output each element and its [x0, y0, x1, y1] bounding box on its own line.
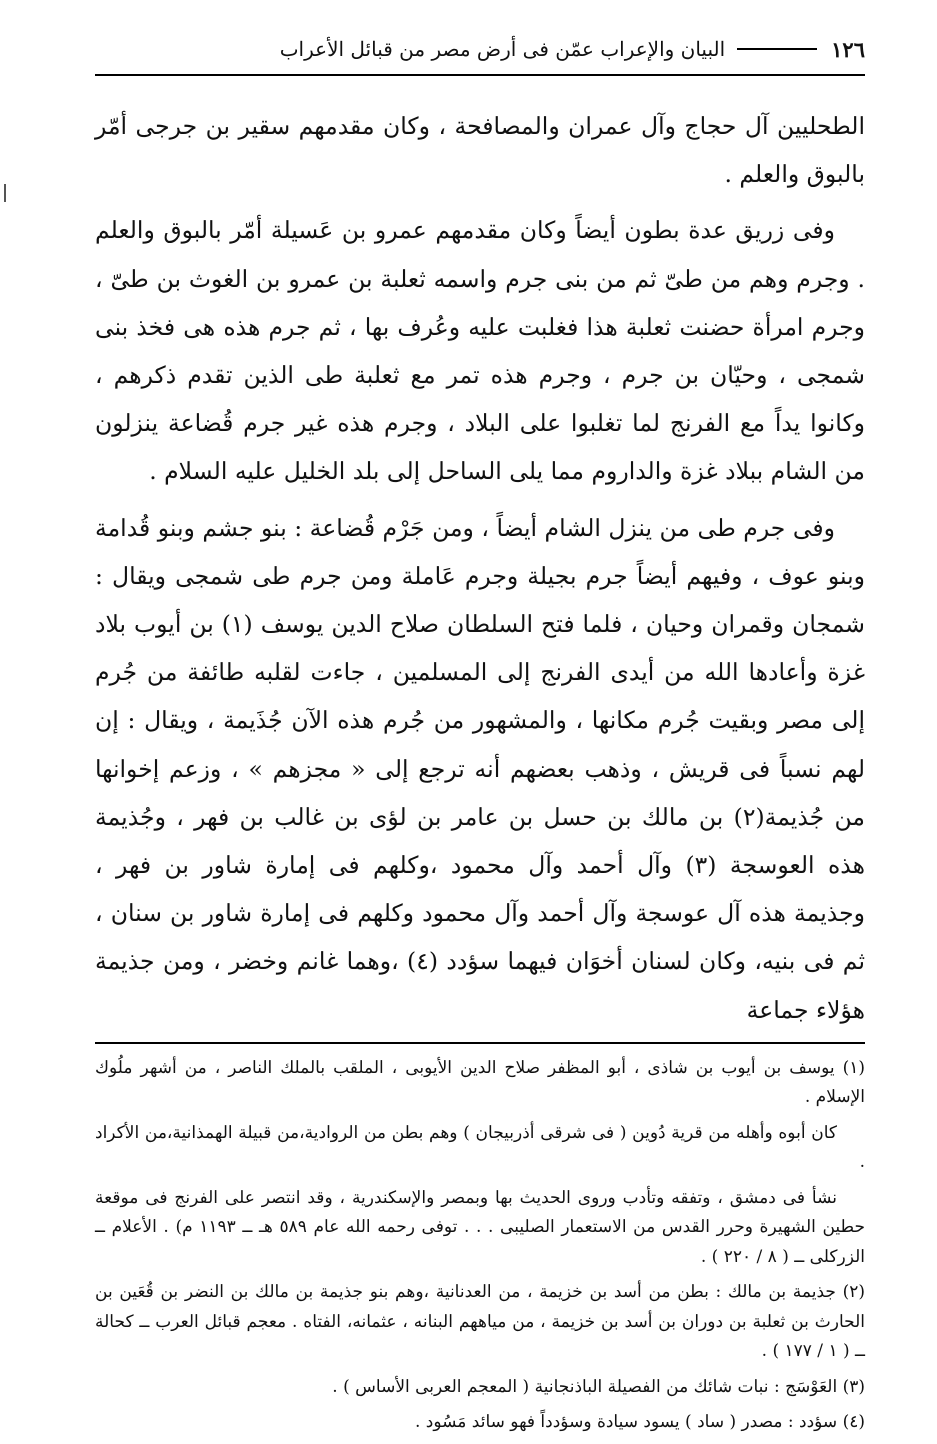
main-text: [95, 102, 865, 1034]
paragraph: وفى جرم طى من ينزل الشام أيضاً ، ومن جَرْم قُضاعة : بنو جشم وبنو قُدامة وبنو عوف ، وفيهم أيضاً جرم بجيلة وجرم عَاملة ومن جرم طى شمجى ويقال : شمجان وقمران وحيان ، فلما فتح السلطان صلاح الدين يوسف (١) بن أيوب بلاد غزة وأعادها الله من أيدى الفرنج إلى المسلمين ، جاءت لقلبه طائفة من جُرم إلى مصر وبقيت جُرم مكانها ، والمشهور من جُرم هذه الآن جُذَيمة ، ويقال : إن لهم نسباً فى قريش ، وذهب بعضهم أنه ترجع إلى « مجزهم » ، وزعم إخوانها من جُذيمة(٢) بن مالك بن حسل بن عامر بن لؤى بن غالب بن فهر ، وجُذيمة هذه العوسجة (٣) وآل أحمد وآل محمود ،وكلهم فى إمارة شاور بن فهر ، وجذيمة هذه آل عوسجة وآل أحمد وآل محمود وكلهم فى إمارة شاور بن سنان ، ثم فى بنيه، وكان لسنان أخوَان فيهما سؤدد (٤) ،وهما غانم وخضر ، ومن جذيمة هؤلاء جماعة: [95, 513, 866, 1024]
footnote: (٤) سؤدد : مصدر ( ساد ) يسود سيادة وسؤدداً فهو سائد مَسُود .: [414, 1412, 865, 1433]
header-rule: [737, 48, 817, 50]
page-header: [95, 28, 865, 76]
footnote: (٣) العَوْسَج : نبات شائك من الفصيلة الباذنجانية ( المعجم العربى الأساس ) .: [332, 1376, 865, 1397]
footnote: (١) يوسف بن أيوب بن شاذى ، أبو المظفر صلاح الدين الأيوبى ، الملقب بالملك الناصر ، من أشهر ملُوك الإسلام .: [95, 1057, 865, 1108]
paragraph: الطحليين آل حجاج وآل عمران والمصافحة ، وكان مقدمهم سقير بن جرجى أمّر بالبوق والعلم .: [95, 112, 865, 189]
running-title: البيان والإعراب عمّن فى أرض مصر من قبائل الأعراب: [279, 37, 726, 61]
footnote-continuation: كان أبوه وأهله من قرية دُوين ( فى شرقى أذربيجان ) وهم بطن من الروادية،من قبيلة الهمذانية،من الأكراد .: [95, 1122, 865, 1173]
footnote: (٢) جذيمة بن مالك : بطن من أسد بن خزيمة ، من العدنانية ،وهم بنو جذيمة بن مالك بن النضر بن قُعَين بن الحارث بن ثعلبة بن دوران بن أسد بن خزيمة ، من مياههم البنانه ، عثمانه، الفتاه . معجم قبائل العرب ــ كحالة ــ ( ١ / ١٧٧ ) .: [95, 1282, 865, 1362]
footnotes: [95, 1054, 865, 1438]
footnote-continuation: نشأ فى دمشق ، وتفقه وتأدب وروى الحديث بها وبمصر والإسكندرية ، وقد انتصر على الفرنج فى موقعة حطين الشهيرة وحرر القدس من الاستعمار الصليبى . . . توفى رحمه الله عام ٥٨٩ هـ ــ ١١٩٣ م) . الأعلام ــ الزركلى ــ ( ٨ / ٢٢٠ ) .: [95, 1187, 865, 1267]
page-number: ١٢٦: [831, 36, 865, 62]
margin-mark: [4, 184, 6, 202]
footnote-separator: [95, 1042, 865, 1044]
paragraph: وفى زريق عدة بطون أيضاً وكان مقدمهم عمرو بن عَسيلة أمّر بالبوق والعلم . وجرم وهم من طىّ ثم من بنى جرم واسمه ثعلبة بن عمرو بن الغوث بن طىّ ، وجرم امرأة حضنت ثعلبة هذا فغلبت عليه وعُرف بها ، ثم جرم هذه هى فخذ بنى شمجى ، وحيّان بن جرم ، وجرم هذه تمر مع ثعلبة طى الذين تقدم ذكرهم ، وكانوا يداً مع الفرنج لما تغلبوا على البلاد ، وجرم هذه غير جرم قُضاعة ينزلون من الشام ببلاد غزة والداروم مما يلى الساحل إلى بلد الخليل عليه السلام .: [95, 216, 865, 486]
book-page: [95, 28, 865, 1444]
